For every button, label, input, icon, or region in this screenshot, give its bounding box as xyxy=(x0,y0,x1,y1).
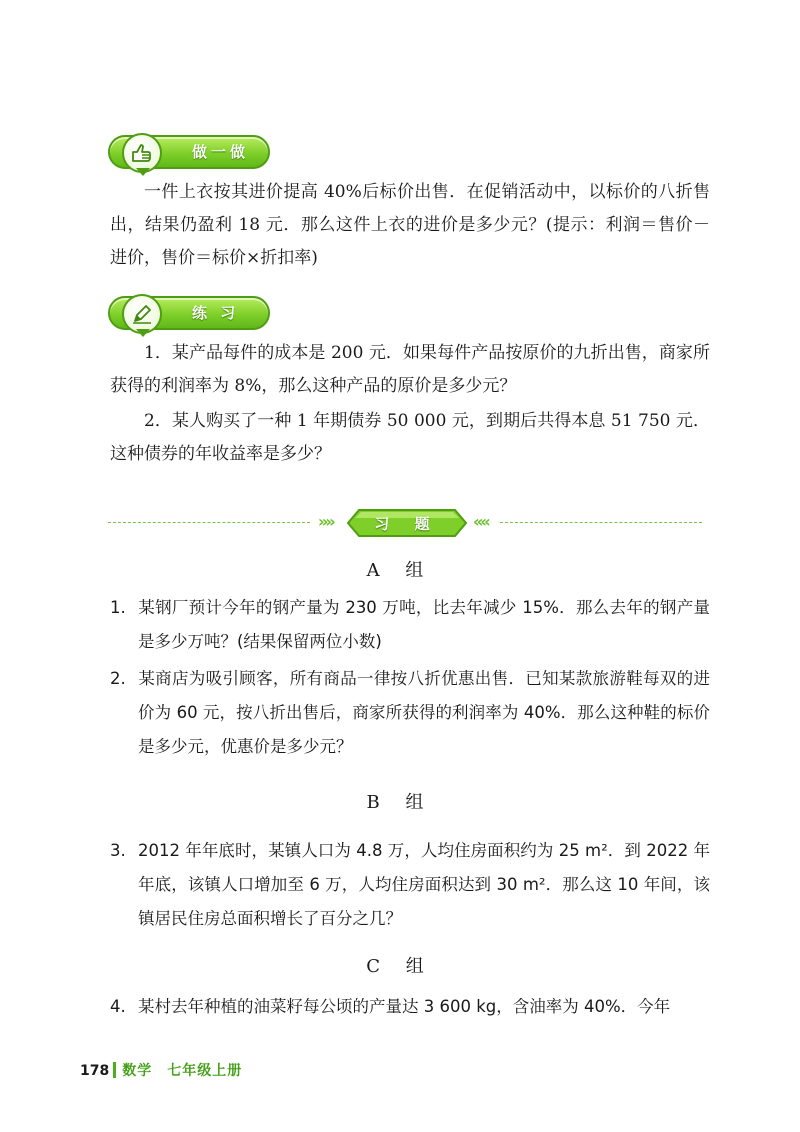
pill-notch xyxy=(136,168,150,176)
exercise-item-4: 4. 某村去年种植的油菜籽每公顷的产量达 3 600 kg，含油率为 40%．今年 xyxy=(110,997,671,1016)
banner-title: 习 题 xyxy=(374,515,440,533)
chevron-left-icon: «« xyxy=(473,512,488,531)
chevron-right-icon: »» xyxy=(318,512,333,531)
section-title: 练 习 xyxy=(192,304,240,322)
section-header-lian-xi xyxy=(108,296,270,330)
hand-pointing-icon xyxy=(122,133,162,173)
divider-left xyxy=(108,522,310,523)
pill-notch xyxy=(136,329,150,337)
page-number: 178 xyxy=(80,1063,110,1079)
exercise-banner xyxy=(347,509,467,537)
group-title-a: A 组 xyxy=(366,560,434,581)
pencil-icon xyxy=(122,294,162,334)
footer-divider xyxy=(113,1062,116,1078)
section-header-zuo-yi-zuo xyxy=(108,135,270,169)
divider-right xyxy=(500,522,702,523)
group-title-c: C 组 xyxy=(366,956,434,977)
exercise-item-2: 2. 某商店为吸引顾客，所有商品一律按八折优惠出售．已知某款旅游鞋每双的进价为 60 元，按八折出售后，商家所获得的利润率为 40%．那么这种鞋的标价是多少元，优惠价是多少元？ xyxy=(110,669,710,756)
exercise-item-3: 3. 2012 年年底时，某镇人口为 4.8 万，人均住房面积约为 25 m²．到 2022 年年底，该镇人口增加至 6 万，人均住房面积达到 30 m²．那么这 10 年间，该镇居民住房总面积增长了百分之几？ xyxy=(110,841,710,928)
book-title: 数学 七年级上册 xyxy=(122,1063,243,1079)
zuo-yi-zuo-text: 一件上衣按其进价提高 40%后标价出售．在促销活动中，以标价的八折售出，结果仍盈利 18 元．那么这件上衣的进价是多少元？(提示：利润＝售价－进价，售价＝标价×折扣率) xyxy=(110,182,710,268)
lian-xi-item-2: 2．某人购买了一种 1 年期债券 50 000 元，到期后共得本息 51 750 元．这种债券的年收益率是多少？ xyxy=(110,411,710,464)
section-title: 做一做 xyxy=(192,143,250,161)
group-title-b: B 组 xyxy=(366,792,434,813)
lian-xi-item-1: 1．某产品每件的成本是 200 元．如果每件产品按原价的九折出售，商家所获得的利润率为 8%，那么这种产品的原价是多少元？ xyxy=(110,343,710,396)
page-footer xyxy=(80,1060,242,1082)
exercise-item-1: 1. 某钢厂预计今年的钢产量为 230 万吨，比去年减少 15%．那么去年的钢产量是多少万吨？(结果保留两位小数) xyxy=(110,598,710,651)
